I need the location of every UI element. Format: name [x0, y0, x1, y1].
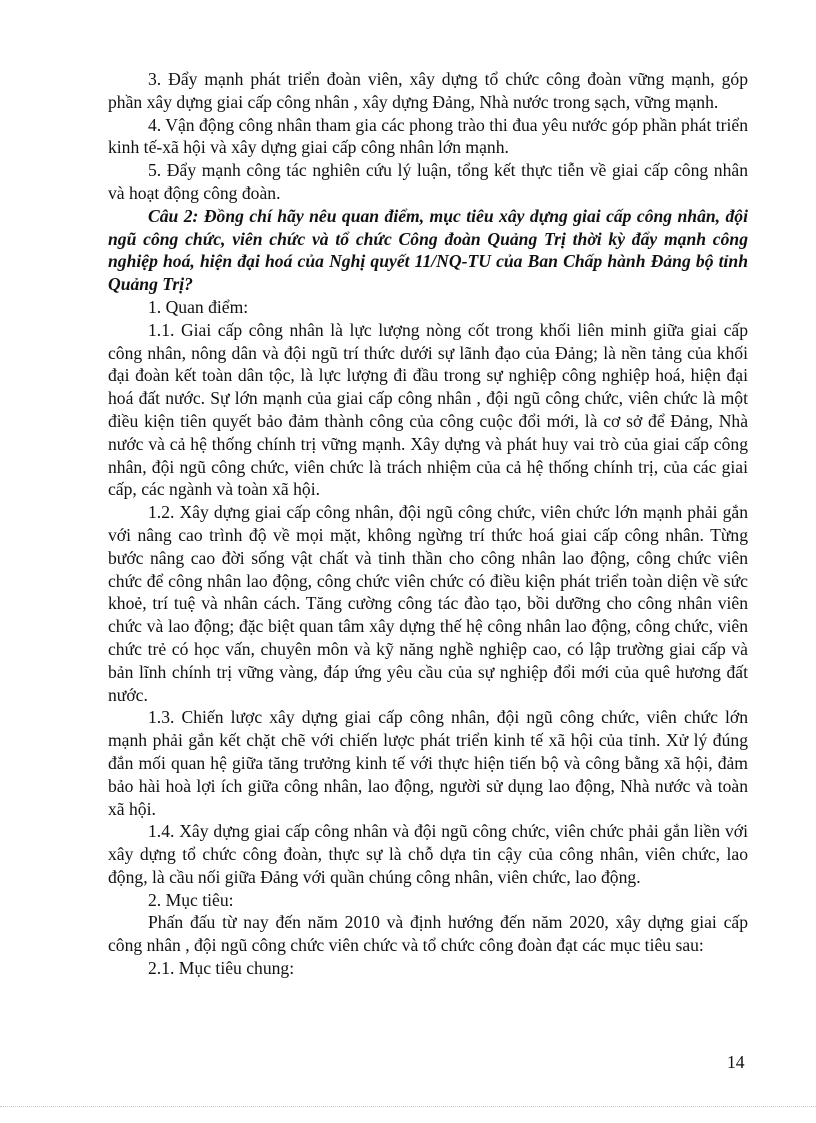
- section-heading-muc-tieu: 2. Mục tiêu:: [148, 889, 234, 910]
- paragraph-item-5: 5. Đẩy mạnh công tác nghiên cứu lý luận, tổng kết thực tiễn về giai cấp công nhân và hoạt động công đoàn.: [108, 160, 748, 203]
- paragraph-1-3: 1.3. Chiến lược xây dựng giai cấp công nhân, đội ngũ công chức, viên chức lớn mạnh phải gắn kết chặt chẽ với chiến lược phát triển kinh tế xã hội của tỉnh. Xử lý đúng đắn mối quan hệ giữa tăng trưởng kinh tế với thực hiện tiến bộ và công bằng xã hội, đảm bảo hài hoà lợi ích giữa công nhân, lao động, người sử dụng lao động, Nhà nước và toàn xã hội.: [108, 707, 748, 819]
- page-number: 14: [727, 1052, 745, 1072]
- paragraph-1-1: 1.1. Giai cấp công nhân là lực lượng nòng cốt trong khối liên minh giữa giai cấp công nhân, nông dân và đội ngũ trí thức dưới sự lãnh đạo của Đảng; là nền tảng của khối đại đoàn kết toàn dân tộc, là lực lượng đi đầu trong sự nghiệp công nghiệp hoá, hiện đại hoá đất nước. Sự lớn mạnh của giai cấp công nhân , đội ngũ công chức, viên chức là một điều kiện tiên quyết bảo đảm thành công của công cuộc đổi mới, là cơ sở để Đảng, Nhà nước và cả hệ thống chính trị vững mạnh. Xây dựng và phát huy vai trò của giai cấp công nhân, đội ngũ công chức, viên chức là trách nhiệm của cả hệ thống chính trị, của các giai cấp, các ngành và toàn xã hội.: [108, 319, 748, 500]
- paragraph-muc-tieu-intro: Phấn đấu từ nay đến năm 2010 và định hướng đến năm 2020, xây dựng giai cấp công nhân , đội ngũ công chức viên chức và tổ chức công đoàn đạt các mục tiêu sau:: [108, 912, 748, 956]
- paragraph-1-2: 1.2. Xây dựng giai cấp công nhân, đội ngũ công chức, viên chức lớn mạnh phải gắn với nâng cao trình độ về mọi mặt, không ngừng trí thức hoá giai cấp công nhân. Từng bước nâng cao đời sống vật chất và tinh thần cho công nhân lao động, công chức viên chức để công nhân lao động, công chức viên chức có điều kiện phát triển toàn diện về sức khoẻ, trí tuệ và nhân cách. Tăng cường công tác đào tạo, bồi dưỡng cho công nhân viên chức và lao động; đặc biệt quan tâm xây dựng thế hệ công nhân lao động, công chức, viên chức trẻ có học vấn, chuyên môn và kỹ năng nghề nghiệp cao, có lập trường giai cấp và bản lĩnh chính trị vững vàng, đáp ứng yêu cầu của sự nghiệp đổi mới của quê hương đất nước.: [108, 502, 748, 705]
- paragraph-item-4: 4. Vận động công nhân tham gia các phong trào thi đua yêu nước góp phần phát triển kinh tế-xã hội và xây dựng giai cấp công nhân lớn mạnh.: [108, 114, 748, 158]
- page-bottom-divider: [0, 1106, 816, 1107]
- subsection-heading-2-1: 2.1. Mục tiêu chung:: [148, 958, 295, 979]
- section-heading-quan-diem: 1. Quan điểm:: [148, 296, 249, 317]
- page-content: [108, 68, 748, 980]
- paragraph-1-4: 1.4. Xây dựng giai cấp công nhân và đội ngũ công chức, viên chức phải gắn liền với xây dựng tổ chức công đoàn, thực sự là chỗ dựa tin cậy của công nhân, viên chức, lao động, là cầu nối giữa Đảng với quần chúng công nhân, viên chức, lao động.: [108, 821, 748, 887]
- paragraph-item-3: 3. Đẩy mạnh phát triển đoàn viên, xây dựng tổ chức công đoàn vững mạnh, góp phần xây dựng giai cấp công nhân , xây dựng Đảng, Nhà nước trong sạch, vững mạnh.: [108, 69, 748, 112]
- question-2-heading: Câu 2: Đồng chí hãy nêu quan điểm, mục tiêu xây dựng giai cấp công nhân, đội ngũ công chức, viên chức và tổ chức Công đoàn Quảng Trị thời kỳ đẩy mạnh công nghiệp hoá, hiện đại hoá của Nghị quyết 11/NQ-TU của Ban Chấp hành Đảng bộ tỉnh Quảng Trị?: [108, 205, 748, 295]
